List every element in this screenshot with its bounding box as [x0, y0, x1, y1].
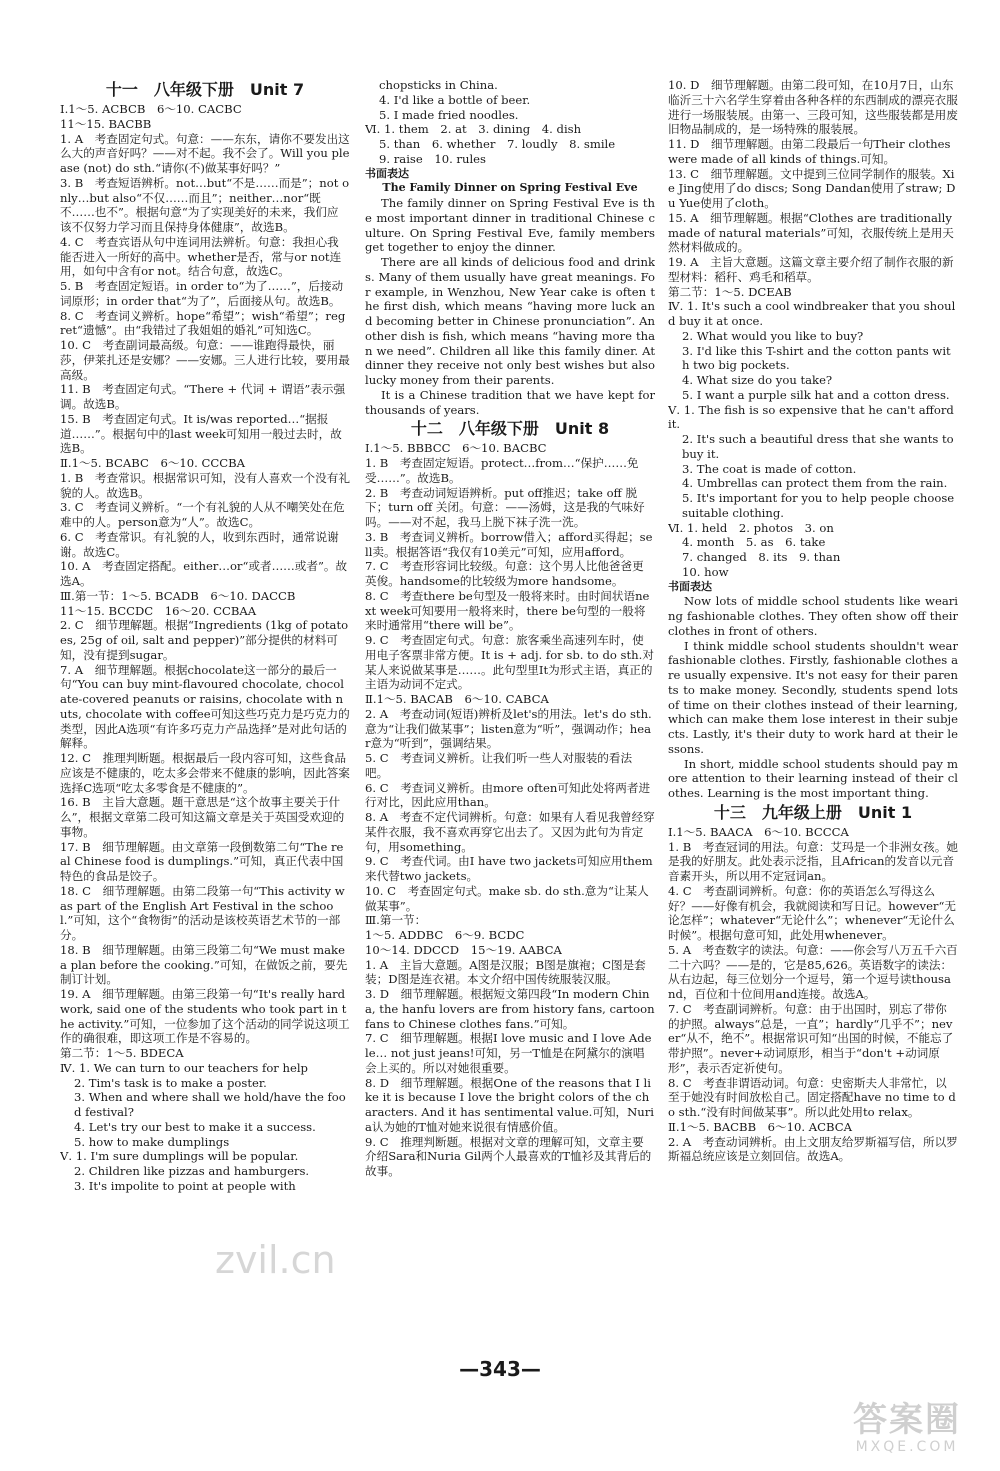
answer-line: 7. C 细节理解题。根据I love music and I love Adele… not just jeans!可知，另一T恤是在阿黛尔的演唱会上买的。所以对她很重要。 — [365, 1031, 652, 1075]
answer-line: Ⅰ.1～5. BAACA 6～10. BCCCA — [668, 824, 849, 839]
answer-line: 18. B 细节理解题。由第三段第二句“We must make a plan before the cooking.”可知，在做饭之前，要先制订计划。 — [60, 942, 348, 987]
answer-line: The family dinner on Spring Festival Eve is the most important dinner in traditional Chinese culture. On Spring Festival Eve, family members get together to enjoy the dinner. — [365, 196, 655, 255]
answer-line: 3. The coat is made of cotton. — [682, 461, 857, 476]
answer-line: 10. how — [682, 564, 729, 579]
logo-title: 答案圈 — [853, 1400, 961, 1440]
logo-url: MXQE.COM — [855, 1439, 959, 1455]
answer-line: 4. I'd like a bottle of beer. — [379, 92, 531, 107]
answer-line: 3. C 考查词义辨析。“一个有礼貌的人从不嘲笑处在危难中的人。person意为“人”。故选C。 — [60, 500, 345, 529]
answer-line: 1. B 考查固定短语。protect…from…“保护……免受……”。故选B。 — [365, 456, 639, 485]
answer-line: chopsticks in China. — [379, 78, 498, 92]
answer-line: 6. C 考查常识。有礼貌的人，收到东西时，通常说谢谢。故选C。 — [60, 529, 339, 559]
answer-line: 10. C 考查副词最高级。句意：——谁跑得最快，丽莎，伊莱扎还是安娜？——安娜。三人进行比较，要用最高级。 — [60, 338, 350, 382]
answer-line: 7. A 细节理解题。根据chocolate这一部分的最后一句“You can buy mint-flavoured chocolate, chocolate-covered peanuts or raisins, chocolate with nuts, chocolate with coffee可知这些巧克力是巧克力的类型，因此A选项“有许多巧克力产品选择”是对此句话的解释。 — [60, 662, 350, 751]
answer-line: Ⅱ.1～5. BACBB 6～10. ACBCA — [668, 1119, 852, 1134]
subsection-heading: 书面表达 — [365, 166, 409, 180]
answer-line: 第二节：1～5. BDECA — [60, 1046, 184, 1060]
answer-line: 第二节：1～5. DCEAB — [668, 284, 792, 299]
answer-line: Ⅰ.1～5. ACBCB 6～10. CACBC — [60, 102, 242, 116]
answer-line: 5. I made fried noodles. — [379, 107, 519, 122]
answer-line: Ⅱ.1～5. BCABC 6～10. CCCBA — [60, 456, 246, 470]
answer-line: Ⅴ. 1. The fish is so expensive that he can't afford it. — [668, 402, 954, 432]
answer-line: 8. C 考查词义辨析。hope“希望”；wish“希望”；regret“遗憾”。由“我错过了我姐姐的婚礼”可知选C。 — [60, 308, 346, 338]
answer-line: 3. I'd like this T-shirt and the cotton pants with two big pockets. — [682, 343, 951, 373]
answer-line: 17. B 细节理解题。由文章第一段倒数第二句“The real Chinese food is dumplings.”可知，真正代表中国特色的食品是饺子。 — [60, 839, 344, 883]
answer-line: 2. It's such a beautiful dress that she wants to buy it. — [682, 432, 954, 461]
watermark-text: zvil.cn — [215, 1238, 336, 1282]
answer-line: 8. C 考查非谓语动词。句意：史密斯夫人非常忙，以至于她没有时间放松自己。固定搭配have no time to do sth.“没有时间做某事”。所以此处用to relax。 — [668, 1075, 956, 1119]
answer-line: Ⅴ. 1. I'm sure dumplings will be popular. — [60, 1149, 299, 1164]
answer-line: 4. month 5. as 6. take — [682, 535, 826, 550]
answer-line: 10. C 考查固定句式。make sb. do sth.意为“让某人做某事”。 — [365, 883, 649, 913]
answer-line: 15. A 细节理解题。根据“Clothes are traditionally made of natural materials”可知，衣服传统上是用天然材料做成的。 — [668, 210, 954, 255]
answer-line: 6. C 考查词义辨析。由more often可知此处将两者进行对比，因此应用than。 — [365, 780, 651, 810]
answer-line: 7. changed 8. its 9. than — [682, 550, 841, 564]
answer-line: Ⅲ.第一节： — [365, 913, 427, 928]
answer-line: 7. C 考查形容词比较级。句意：这个男人比他爸爸更英俊。handsome的比较级为more handsome。 — [365, 559, 644, 588]
answer-line: 16. B 主旨大意题。题干意思是“这个故事主要关于什么”，根据文章第二段可知这篇文章是关于英国受欢迎的事物。 — [60, 795, 345, 839]
answer-line: 5. A 考查数字的读法。句意：——你会写八万五千六百二十六吗？——是的，它是85,626。英语数字的读法：从右边起，每三位划分一个逗号，第一个逗号读thousand，百位和十位间用and连接。故选A。 — [668, 942, 958, 1001]
answer-line: 1～5. ADDBC 6～9. BCDC — [365, 928, 525, 942]
answer-line: 4. Umbrellas can protect them from the rain. — [682, 476, 948, 491]
answer-line: 9. C 考查固定句式。句意：旅客乘坐高速列车时，使用电子客票非常方便。It is + adj. for sb. to do sth.对某人来说做某事是……。此句型里It为形式主语，真正的主语为动词不定式。 — [365, 633, 654, 692]
answer-line: 3. B 考查词义辨析。borrow借入；afford买得起；sell卖。根据答语“我仅有10美元”可知，应用afford。 — [365, 529, 653, 559]
answer-line: Ⅳ. 1. We can turn to our teachers for help — [60, 1060, 308, 1075]
answer-line: 9. C 考查代词。由I have two jackets可知应用them来代替two jackets。 — [365, 854, 653, 883]
answer-line: 11. D 细节理解题。由第二段最后一句Their clothes were made of all kinds of things.可知。 — [668, 137, 951, 166]
answer-line: 4. What size do you take? — [682, 373, 833, 387]
page-number: —343— — [459, 1357, 541, 1381]
answer-line: 12. C 推理判断题。根据最后一段内容可知，这些食品应该是不健康的，吃太多会带来不健康的影响，因此答案选择C选项“吃太多零食是不健康的”。 — [60, 751, 350, 795]
answer-line: 5. C 考查词义辨析。让我们听一些人对服装的看法吧。 — [365, 751, 633, 780]
answer-line: Ⅲ.第一节：1～5. BCADB 6～10. DACCB — [60, 588, 296, 603]
answer-line: 10～14. DDCCD 15～19. AABCA — [365, 942, 562, 957]
answer-line: 8. D 细节理解题。根据One of the reasons that I like it is because I love the bright colors of the characters. And it has sentimental value.可知，Nuria认为她的T恤对她来说很有情感价值。 — [365, 1075, 655, 1134]
answer-line: 19. A 细节理解题。由第三段第一句“It's really hard work, said one of the students who took part in the activity.”可知，一位参加了这个活动的同学说这项工作的确很难，即这项工作是不容易的。 — [60, 987, 350, 1046]
answer-line: 2. Children like pizzas and hamburgers. — [74, 1164, 310, 1178]
answer-line: In short, middle school students should pay more attention to their learning instead of their clothes. Learning is the most important thing. — [668, 756, 958, 800]
answer-line: 5. than 6. whether 7. loudly 8. smile — [379, 137, 616, 151]
answer-line: 1. B 考查常识。根据常识可知，没有人喜欢一个没有礼貌的人。故选B。 — [60, 470, 350, 500]
site-logo — [832, 1399, 982, 1457]
answer-line: 2. Tim's task is to make a poster. — [74, 1075, 267, 1090]
answer-line: 3. It's impolite to point at people with — [74, 1178, 296, 1193]
answer-line: 13. C 细节理解题。文中提到三位同学制作的服装。Xie Jing使用了do discs; Song Dandan使用了straw; Du Yue使用了cloth。 — [668, 166, 956, 210]
answer-line: 2. B 考查动词短语辨析。put off推迟；take off 脱下；turn off 关闭。句意：——汤姆，这是我的气味好吗。——对不起，我马上脱下袜子洗一洗。 — [365, 485, 645, 529]
answer-line: Ⅵ. 1. them 2. at 3. dining 4. dish — [365, 122, 582, 137]
answer-line: 5. It's important for you to help people choose suitable clothing. — [682, 491, 955, 520]
answer-line: 2. C 细节理解题。根据“Ingredients (1kg of potatoes, 25g of oil, salt and pepper)”部分提供的材料可知，没有提到sugar。 — [60, 618, 349, 662]
answer-line: 1. A 主旨大意题。A图是汉服；B图是旗袍；C图是套装；D图是连衣裙。本文介绍中国传统服装汉服。 — [365, 957, 646, 987]
section-heading: 十三 九年级上册 Unit 1 — [713, 802, 913, 822]
answer-line: 10. D 细节理解题。由第二段可知，在10月7日，山东临沂三十六名学生穿着由各种各样的东西制成的漂亮衣服进行一场服装展。由第一、三段可知，这些服装都是用废旧物品制成的，是一场特殊的服装展。 — [668, 78, 958, 137]
answer-line: Ⅰ.1～5. BBBCC 6～10. BACBC — [365, 441, 547, 456]
answer-line: 4. C 考查副词辨析。句意：你的英语怎么写得这么好？——好像有机会，我就阅读和写日记。however“无论怎样”；whatever“无论什么”；whenever“无论什么时候”。根据句意可知，此处用whenever。 — [668, 883, 956, 942]
answer-line: Ⅱ.1～5. BACAB 6～10. CABCA — [365, 692, 549, 706]
answer-line: 11～15. BCCDC 16～20. CCBAA — [60, 603, 257, 618]
answer-line: 9. raise 10. rules — [379, 151, 486, 166]
answer-line: Now lots of middle school students like wearing fashionable clothes. They often show off their clothes in front of others. — [668, 594, 958, 638]
answer-line: 2. What would you like to buy? — [682, 328, 864, 343]
answer-line: 3. When and where shall we hold/have the food festival? — [74, 1090, 346, 1119]
answer-line: 1. A 考查固定句式。句意：——东东，请你不要发出这么大的声音好吗？——对不起。我不会了。Will you please (not) do sth.“请你(不)做某事好吗？” — [60, 131, 350, 175]
answer-line: 3. D 细节理解题。根据短文第四段“In modern China, the hanfu lovers are from history fans, cartoon fans to Chinese clothes fans.”可知。 — [365, 987, 655, 1031]
answer-line: 8. C 考查there be句型及一般将来时。由时间状语next week可知要用一般将来时，there be句型的一般将来时通常用“there will be”。 — [365, 588, 650, 633]
answer-line: 11. B 考查固定句式。“There + 代词 + 谓语”表示强调。故选B。 — [60, 382, 346, 411]
answer-line: It is a Chinese tradition that we have kept for thousands of years. — [365, 387, 655, 417]
answer-line: 4. C 考查宾语从句中连词用法辨析。句意：我担心我能否进入一所好的高中。whether是否，常与or not连用，如句中含有or not。结合句意，故选C。 — [60, 234, 342, 279]
answer-line: 18. C 细节理解题。由第二段第一句“This activity was part of the English Art Festival in the school.”可知，这个“食物街”的活动是该校英语艺术节的一部分。 — [60, 883, 345, 942]
answer-line: There are all kinds of delicious food and drinks. Many of them usually have great meanings. For example, in Wenzhou, New Year cake is often the first dish, which means “having more luck and becoming better in Chinese pronunciation”. Another dish is fish, which means “having more than we need”. Children all like this family diner. At dinner they receive not only best wishes but also lucky money from their parents. — [365, 255, 655, 387]
answer-line: 10. A 考查固定搭配。either…or“或者……或者”。故选A。 — [60, 559, 348, 588]
answer-line: 5. I want a purple silk hat and a cotton dress. — [682, 387, 950, 402]
section-heading: 十二 八年级下册 Unit 8 — [410, 419, 610, 439]
answer-line: 2. A 考查动词(短语)辨析及let's的用法。let's do sth.意为“让我们做某事”；listen意为“听”，强调动作；hear意为“听到”，强调结果。 — [365, 706, 652, 751]
answer-line: 19. A 主旨大意题。这篇文章主要介绍了制作衣服的新型材料：稻秆、鸡毛和稻草。 — [668, 255, 954, 284]
answer-line: I think middle school students shouldn't wear fashionable clothes. Firstly, fashionable clothes are usually expensive. It's not easy for their parents to make money. Secondly, students spend lots of time on their clothes instead of their learning, which can make them lose interest in their subjects. Lastly, it's their duty to work hard at their lessons. — [668, 638, 958, 756]
essay-title: The Family Dinner on Spring Festival Eve — [382, 181, 638, 195]
answer-line: Ⅵ. 1. held 2. photos 3. on — [668, 520, 834, 535]
answer-column-1 — [60, 78, 350, 1350]
answer-line: 11～15. BACBB — [60, 116, 152, 131]
subsection-heading: 书面表达 — [668, 579, 712, 593]
answer-line: 8. A 考查不定代词辨析。句意：如果有人看见我曾经穿某件衣服，我不喜欢再穿它出去了。又因为此句为肯定句，用something。 — [365, 810, 655, 854]
answer-line: 1. B 考查冠词的用法。句意：艾玛是一个非洲女孩。她是我的好朋友。此处表示泛指，且African的发音以元音音素开头，所以用不定冠词an。 — [668, 839, 958, 883]
answer-column-3 — [668, 78, 958, 1350]
answer-column-2 — [365, 78, 655, 1350]
answer-line: 9. C 推理判断题。根据对文章的理解可知，文章主要介绍Sara和Nuria Gil两个人最喜欢的T恤衫及其背后的故事。 — [365, 1134, 652, 1178]
answer-line: Ⅳ. 1. It's such a cool windbreaker that you should buy it at once. — [668, 299, 956, 328]
answer-line: 15. B 考查固定句式。It is/was reported…“据报道……”。根据句中的last week可知用一般过去时，故选B。 — [60, 411, 342, 456]
answer-line: 5. B 考查固定短语。in order to“为了……”，后接动词原形；in order that“为了”，后面接从句。故选B。 — [60, 279, 344, 308]
answer-line: 4. Let's try our best to make it a success. — [74, 1119, 316, 1134]
answer-line: 2. A 考查动词辨析。由上文朋友给罗斯福写信，所以罗斯福总统应该是立刻回信。故选A。 — [668, 1134, 958, 1164]
answer-line: 7. C 考查副词辨析。句意：由于出国时，别忘了带你的护照。always“总是，一直”；hardly“几乎不”；never“从不，绝不”。根据常识可知“出国的时候，不能忘了带护照”。never+动词原形，相当于“don't +动词原形”，表示否定祈使句。 — [668, 1001, 954, 1075]
section-heading: 十一 八年级下册 Unit 7 — [105, 80, 305, 99]
answer-line: 5. how to make dumplings — [74, 1134, 230, 1149]
answer-line: 3. B 考查短语辨析。not…but“不是……而是”；not only…but also“不仅……而且”；neither…nor“既不……也不”。根据句意“为了实现美好的未来，我们应该不仅努力学习而且保持身体健康”，故选B。 — [60, 175, 350, 234]
